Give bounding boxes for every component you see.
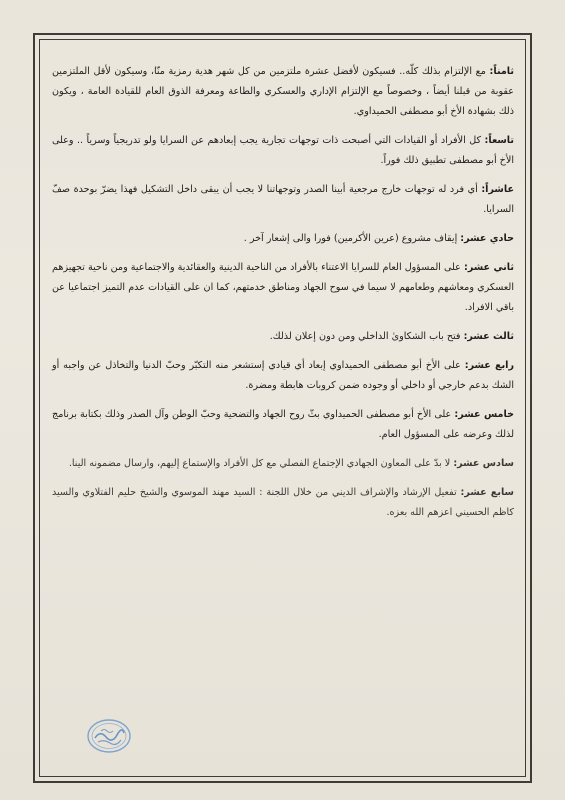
seal-stamp-icon — [86, 718, 132, 754]
clause-text: على المسؤول العام للسرايا الاعتناء بالأفراد من الناحية الدينية والعقائدية والاجتماعية ومن ناحية تجهيزهم العسكري ومعاشهم وطعامهم لا سيما في سوح الجهاد ومناطق خدمتهم، كما ان على القيادات عدم التميز اجتماعيا عن باقي الافراد. — [52, 262, 514, 313]
clause-14 — [52, 356, 514, 396]
clause-text: أي فرد له توجهات خارج مرجعية أبينا الصدر وتوجهاتنا لا يجب أن يبقى داخل التشكيل فهذا يضرّ بوحدة صفّ السرايا. — [52, 184, 514, 215]
clause-text: على الأخ أبو مصطفى الحميداوي إبعاد أي قيادي إستشعر منه التكبّر وحبّ الدنيا والتخاذل عن واجبه أو الشك بدعم خارجي أو داخلي أو وجوده ضمن كروبات هابطة ومضرة. — [52, 360, 514, 391]
clause-label: رابع عشر: — [464, 360, 514, 371]
clause-12 — [52, 258, 514, 318]
clause-10 — [52, 180, 514, 220]
clause-label: سادس عشر: — [453, 458, 514, 469]
clause-label: سابع عشر: — [460, 487, 514, 498]
clause-9 — [52, 131, 514, 171]
clause-text: على الأخ أبو مصطفى الحميداوي بثّ روح الجهاد والتضحية وحبّ الوطن وآل الصدر وذلك بكتابة برنامج لذلك وعرضه على المسؤول العام. — [52, 409, 514, 440]
clause-16 — [52, 454, 514, 474]
clause-text: إيقاف مشروع (عرين الأكرمين) فورا والى إشعار آخر . — [243, 233, 461, 244]
clause-text: مع الإلتزام بذلك كلّه.. فسيكون لأفضل عشرة ملتزمين من كل شهر هدية رمزية منّا، وسيكون لأقل الملتزمين عقوبة من قبلنا أيضاً ، وخصوصاً مع الإلتزام الإداري والعسكري والطاعة ومعرفة الذوق العام للقيادة العامة ، ويكون ذلك بشهادة الأخ أبو مصطفى الحميداوي. — [52, 66, 514, 117]
clause-text: لا بدّ على المعاون الجهادي الإجتماع الفصلي مع كل الأفراد والإستماع إليهم، وارسال مضمونه الينا. — [68, 458, 454, 469]
clause-label: تاسعاً: — [484, 135, 514, 146]
clause-label: ثاني عشر: — [463, 262, 514, 273]
clause-label: خامس عشر: — [454, 409, 514, 420]
clause-label: حادي عشر: — [460, 233, 514, 244]
clause-17 — [52, 483, 514, 523]
clause-label: عاشراً: — [481, 184, 514, 195]
clause-label: ثامناً: — [489, 66, 514, 77]
clause-13 — [52, 327, 514, 347]
clause-11 — [52, 229, 514, 249]
clause-text: كل الأفراد أو القيادات التي أصبحت ذات توجهات تجارية يجب إبعادهم عن السرايا ولو تدريجياً وسرياً .. وعلى الأخ أبو مصطفى تطبيق ذلك فوراً. — [52, 135, 514, 166]
clause-15 — [52, 405, 514, 445]
clause-text: تفعيل الإرشاد والإشراف الديني من خلال اللجنة : السيد مهند الموسوي والشيخ حليم الفتلاوي والسيد كاظم الحسيني اعزهم الله بعزه. — [52, 487, 514, 518]
clause-label: ثالث عشر: — [463, 331, 514, 342]
clause-8 — [52, 62, 514, 122]
clause-text: فتح باب الشكاوىٰ الداخلي ومن دون إعلان لذلك. — [269, 331, 464, 342]
document-body — [52, 62, 514, 532]
